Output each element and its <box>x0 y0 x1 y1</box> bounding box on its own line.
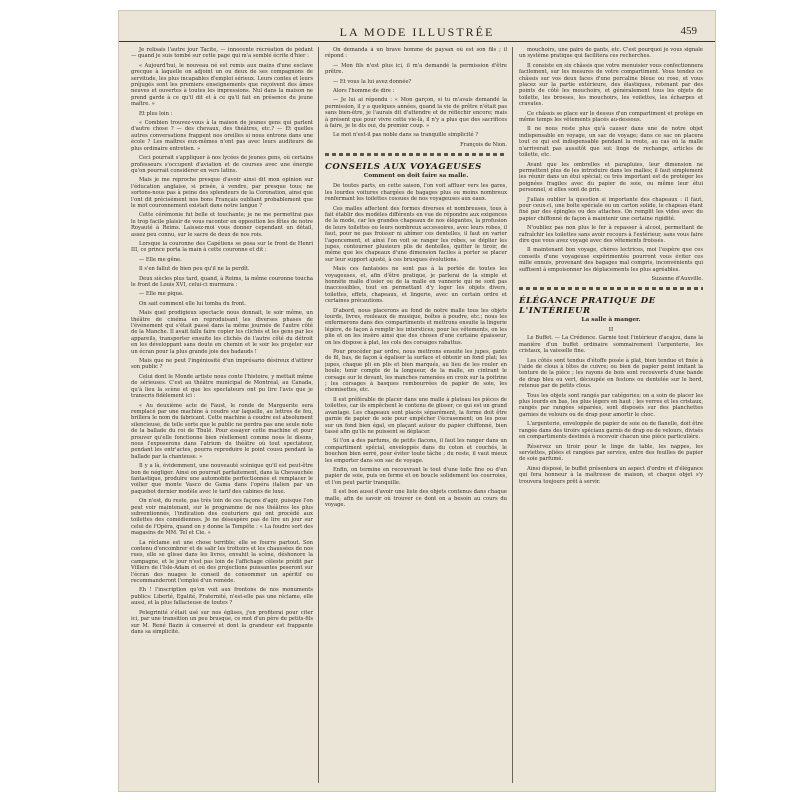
paragraph: Ainsi disposé, le buffet présentera un aspect d'ordre et d'élégance qui fera honneur à la maîtresse de maison, et chaque objet s'y trouvera toujours prêt à servir. <box>519 465 703 485</box>
signature: François de Nion. <box>460 141 507 148</box>
paragraph: De toutes parts, en cette saison, l'on voit affluer vers les gares, les lourdes voitures chargées de bagages plus ou moins nombreux renfermant les toilettes cossues de nos voyageuses aux eaux. <box>325 183 507 203</box>
paragraph: Pelegrinité s'était usé sur nos églises, j'en profiterai pour citer ici, par une transition un peu brusque, ce mot d'un père de petits-fils sur M. René Bazin à conservé et dont la grandeur est frappante dans sa simplicité. <box>131 609 313 635</box>
decorative-rule <box>325 153 507 156</box>
paragraph: Mais ces fantaisies ne sont pas à la portée de toutes les voyageuses, et, afin d'être pratique, je parlerai de la simple et honnête malle d'osier ou de la malle en vannerie qui ne sont pas inaccessibles, tout en permettant d'y loger les objets divers, toilettes, effets, chapeaux, et lingerie, avec un certain ordre et certaines précautions. <box>325 266 507 305</box>
paragraph: Lorsque la couronne des Capétiens se posa sur le front de Henri III, ce prince porta la main à cette couronne et dit : <box>131 240 313 254</box>
newspaper-page <box>118 10 716 792</box>
paragraph: « Combien trouvez-vous à la maison de jeunes gens qui parlent d'autre chose ? — des chevaux, des théâtres, etc.? — Et quelles autres conversations frappent nos oreilles si nous entrons dans une école ? Les maîtres eux-mêmes n'ont pas avec leurs auditeurs de plus ordinaire entretien. » <box>131 120 313 152</box>
paragraph: Enfin, on termine en recouvrant le tout d'une toile fine ou d'un papier de soie, puis on ferme et on boucle solidement les courroies, et l'on peut partir tranquille. <box>325 466 507 486</box>
paragraph: Cette cérémonie fut belle et touchante; je ne me permettrai pas le trop facile plaisir de vous raconter en opposition les fêtes de notre Royauté à Reims. Laissez-moi vous donner cependant un détail, assez peu connu, sur le sacre de deux de nos rois. <box>131 212 313 238</box>
paragraph: Si l'on a des parfums, de petits flacons, il faut les ranger dans un compartiment spécial, enveloppés dans du coton et couchés, le bouchon bien serré, pour éviter toute tâche ; du reste, il vaut mieux les emporter dans son sac de voyage. <box>325 438 507 464</box>
paragraph: Avant que les ombrelles et parapluies, leur dimension ne permettent plus de les introduire dans les malles; il faut simplement les réunir dans un étui spécial; ce très important est de protéger les poignées fragiles avec du papier de soie, ou même leur étui personnel, si elles sont de prix. <box>519 161 703 194</box>
section-title-voyageuses: CONSEILS AUX VOYAGEUSES <box>325 162 482 173</box>
paragraph: — Je lui ai répondu : « Mon garçon, si tu m'avais demandé la permission, il y a quelques années, quand la vie de prêtre n'était pas sans bien-être, je l'aurais dit d'attendre et de réfléchir encore; mais à présent que pour vivre cette vie-là, il n'y a plus que des sacrifices à faire, je te dis oui, du premier coup. » <box>325 97 507 130</box>
paragraph: « Aujourd'hui, le nouveau né est remis aux mains d'une esclave grecque à laquelle on adjoint un ou deux de ses compagnons de servitude, les plus incapables d'emploi sérieux. Leurs contes et leurs préjugés sont les premiers enseignements que reçoivent des âmes neuves et ouvertes à toutes les impressions. Nul dans la maison ne prend garde à ce qu'il dit et à ce qu'il fait en présence du jeune maître. » <box>131 62 313 108</box>
paragraph: Tous les objets sont rangés par catégories; on a soin de placer les plus lourds en bas, les plus légers en haut ; les verres et les cristaux, rangés par rangées séparées, sont disposés sur des planchettes garnies de velours ou de drap pour amortir le choc. <box>519 392 703 418</box>
column-1 <box>131 47 313 783</box>
page-number: 459 <box>680 25 697 37</box>
paragraph: Il ne nous reste plus qu'à causer dans une de notre objet indispensable en voyage, un sac de voyage; dans ce sac on placera tout ce qui est indispensable pendant la route, au cas où la malle n'arriverait pas aussitôt que soi: linge de rechange, articles de toilette, etc. <box>519 126 703 159</box>
paragraph: Les côtés sont tendus d'étoffe posée à plat, bien tendue et fixée à l'aide de clous à têtes de cuivre; ou bien de papier peint imitant la tenture de la pièce ; les rayons de bois sont recouverts d'une bande de drap bleu ou vert, découpée en festons ou dentelée sur le bord, retenue par de petits clous. <box>519 357 703 390</box>
paragraph: Il est bon aussi d'avoir une liste des objets contenus dans chaque malle, afin de savoir où trouver ce dont on a besoin au cours du voyage. <box>325 489 507 508</box>
paragraph: Je relisais l'autre jour Tacite, — innocente récréation de pédant — quand je suis tombé sur cette page qui m'a semblé écrite d'hier : <box>131 47 313 60</box>
paragraph: Il s'en fallut de bien peu qu'il ne la perdît. <box>139 266 250 273</box>
paragraph: J'allais oublier la question si importante des chapeaux : il faut, pour ceux-ci, une boîte spéciale ou un carton solide, le chapeau étant fixé par des épingles ou des attaches. On remplit les vides avec du papier chiffonné de façon à maintenir une certaine rigidité. <box>519 196 703 222</box>
paragraph: Eh ! l'inscription qu'on voit aux frontons de nos monuments publics: Liberté, Egalité, Fraternité, n'est-elle pas une réclame, elle aussi, et la plus fallacieuse de toutes ? <box>131 587 313 607</box>
page-header <box>119 11 715 42</box>
paragraph: Il maintenant bon voyage, chères lectrices, moi l'espère que ces conseils d'une voyageuse expérimentée pourront vous éviter ces mille ennuis, provenant des bagages mal compris, inconvénients qui suffisent à empoisonner les déplacements les plus agréables. <box>519 247 703 273</box>
paragraph: — Elle me pique. <box>139 291 184 298</box>
signature: Suzanne d'Auxville. <box>651 276 703 282</box>
paragraph: Celui dont le Monde artiste nous conte l'histoire, y mettait même de sérieuses. C'est au théâtre municipal de Montréal, au Canada, qu'à lieu la scène et que les spectateurs ont pu lire l'avis que je transcris fidèlement ici : <box>131 373 313 400</box>
paragraph: Ce châssis se place sur le dessus d'un compartiment et protège en même temps les vêtements placés au-dessous. <box>519 110 703 124</box>
column-rule <box>318 47 319 783</box>
paragraph: Mais que ne peut l'ingéniosité d'un imprésario désireux d'attirer son public ? <box>131 358 313 371</box>
paragraph: Le mot n'est-il pas noble dans sa tranquille simplicité ? <box>333 132 478 139</box>
paragraph: Ces malles affectent des formes diverses et nombreuses, tous à fait établir des modèles différents en vue de répondre aux exigences de la mode, car les grandes chapeaux de nos élégantes, la profusion de leurs toilettes ou leurs nombreux accessoires, avec leurs robes, il faut, pour ne pas froisser ni abîmer ces dentelles, il faut en varier l'agencement, et ainsi l'on voit se ranger les robes, se déplier les jupes, contourner plusieurs plis de dentelles, quitter le tiroir, de même que les chapeaux d'une dimension faciles à porter se placer sur leur support ajusté, à ces brusques évolutions. <box>325 205 507 263</box>
decorative-rule <box>519 287 703 290</box>
paragraph: — Et vous la lui avez donnée? <box>333 78 412 85</box>
paragraph: N'oubliez pas non plus le fer à repasser à alcool, permettant de rafraîchir les toilettes sans avoir recours à l'extérieur, sans vous faire dire que vous avez voyagé avec des vêtements froissés. <box>519 225 703 244</box>
paragraph: mouchoirs, une paire de gants, etc. C'est pourquoi je vous signale un système pratique qui facilitera ces recherches. <box>519 47 703 60</box>
paragraph: Alors l'homme de dire : <box>333 88 395 95</box>
paragraph: Mais quel prodigieux spectacle nous donnait, le soir même, un théâtre de cinéma en reproduisant les diverses phases de l'événement qui s'était passé dans la même journée de l'autre côté de la Manche. Il avait fallu faire copier les clichés et les gens par les appareils, transporter ensuite les clichés de l'autre côté du détroit en les développant sans doute en chemin et le soir les projeter sur un écran pour la plus grande joie des badauds ! <box>131 310 313 355</box>
paragraph: — Elle me gêne. <box>139 256 182 263</box>
paragraph: Ceci pourrait s'appliquer à nos lycées de jeunes gens, où certains professeurs s'occupent d'aviation et de courses avec une énergie qu'on pourrait considérer en vers latins. <box>131 155 313 174</box>
paragraph: Deux siècles plus tard, quand, à Reims, la même couronne toucha le front de Louis XVI, celui-ci murmura : <box>131 275 313 288</box>
paragraph: On sait comment elle lui tomba du front. <box>139 300 246 307</box>
paragraph: La réclame est une chose terrible; elle se fourre partout. Son contenu d'encombrer et de salir les trottoirs et les chaussées de nos rues, elle se glisse dans les livres, envahit la scène, déshonore la campagne, et le jour n'est pas loin de l'affichage céleste prédit par Villiers de l'Isle-Adam et où des projections puissantes peseront sur l'écran des nuages le conseil de consommer un apéritif ou recommanderont l'emploi d'un remède. <box>131 539 313 585</box>
paragraph: Réservez un tiroir pour le linge de table, les nappes, les serviettes, pliées et rangées par service, entre des feuilles de papier de soie parfumé. <box>519 443 703 463</box>
section-number: II <box>608 327 614 334</box>
paragraph: Il est préférable de placer dans une malle à plateau les pièces de toilettes, car ils empêchent le contenu de glisser, ce qui est un grand avantage. Les chapeaux sont placés séparément, la forme doit être garnie de papier de soie pour empêcher l'écrasement; on les pose sur un fond bien égal, en plaçant autour du papier chiffonné, bien tassé afin qu'ils ne puissent se déplacer. <box>325 396 507 435</box>
section-subtitle: La salle à manger. <box>581 317 641 324</box>
paragraph: L'argenterie, enveloppée de papier de soie ou de flanelle, doit être rangée dans des tiroirs spéciaux garnis de drap ou de velours, divisés en compartiments destinés à recevoir chacun une pièce particulière. <box>519 421 703 441</box>
column-rule <box>512 47 513 783</box>
section-subtitle: Comment on doit faire sa malle. <box>363 173 469 180</box>
paragraph: Et plus loin : <box>139 110 173 117</box>
masthead: LA MODE ILLUSTRÉE <box>339 25 495 39</box>
paragraph: On n'est, du reste, pas très loin de ces façons d'agir, puisque l'on peut voir maintenant, sur le programme de nos théâtres les plus subventionnés, l'indication des couturiers qui ont procédé aux toilettes des comédiennes. Je ne désespère pas de lire un jour sur celui de l'Opéra, quand on y donne la Tempête : « La foudre sort des magasins de MM. Tel et Cie. » <box>131 498 313 537</box>
paragraph: « Au deuxième acte de Faust, le ronde de Marguerite sera remplacé par une machine à coudre sur laquelle, au lettres de feu, brillera le nom du fabricant. Cette machine à coudre est absolument silencieuse, de telle sorte que le public ne perdra pas une seule note de la ballade du roi de Thulé. Pour essayer cette machine et pour prouver qu'elle fonctionne bien réellement comme nous le disons, nous l'exposerons dans l'atrium du théâtre où tout spectateur, pendant les entr'actes, pourra reproduire le point cousu pendant la ballade par la chanteuse. » <box>131 402 313 460</box>
paragraph: Pour procéder par ordre, nous mettrons ensuite les jupes, gants de fil, bas, de façon à égaliser la surface et obtenir un fond plat; les jupes, chaque pli en plis et bien marqués, au lieu de les rouler en boule; tenir compte de la longueur, de la malle, en cintrant le corsage sur le devant, les manches ramenées en croix sur la poitrine ; les corsages à basques rembourrées de papier de soie, les chemisettes, etc. <box>325 349 507 394</box>
paragraph: Mais je me reproche presque d'avoir ainsi dit mon opinion sur l'éducation anglaise, si prisée, à vendre, par presque tous; ne sortons-nous pas à peine des splendeurs de la Coronation, ainsi que l'ont dit précisément nos bons Français oubliant probablement que le mot couronnement existait dans notre langue ? <box>131 177 313 209</box>
paragraph: Il y a là, évidemment, une nouveauté scénique qu'il est peut-être bon de négliger. Ainsi on pourrait parfaitement, dans la Chevauchée fantastique, produire une automobile perfectionnée et remplacer le voilier que monte Vasco de Gama dans l'opéra italien par un paquebot dernier modèle avec le tarif des cabines de luxe. <box>131 463 313 495</box>
column-3 <box>519 47 703 783</box>
section-title-interieur: ÉLÉGANCE PRATIQUE DE L'INTÉRIEUR <box>519 296 656 317</box>
paragraph: Il consiste en six châssis que votre menuisier vous confectionnera facilement, sur les mesures de votre compartiment. Vous tendez ce châssis sur vos deux faces d'une percaline bleue ou rose, et vous placez sur la partie extérieure, des élastiques, retenant par des points de côté les mouchoirs, et généralement tous les objets de toilette, les brosses, les mouchoirs, les voilettes, les écharpes et cravates. <box>519 62 703 108</box>
paragraph: On demanda à un brave homme de paysan où est son fils ; il répond : <box>325 47 507 60</box>
column-2 <box>325 47 507 783</box>
paragraph: — Mon fils n'est plus ici, il m'a demandé la permission d'être prêtre. <box>325 62 507 76</box>
paragraph: D'abord, nous placerons au fond de notre malle tous les objets lourds, livres, rouleaux de musique, boîtes à poudre, etc.; nous les enfermerons dans des compartiments et mettrons ensuite la lingerie légère, de façon à remplir les interstices; pour les vêtements, on les plie et on les insère ainsi que des choses d'une certaine épaisseur, on les dispose à plat, les cols des corsages rabattus. <box>325 307 507 346</box>
paragraph: Le Buffet. — La Crédence. Garnie tout l'intérieur d'acajou, dans la manière d'un buffet ordinaire sommairement l'argenterie, les cristaux, la vaisselle fine. <box>519 335 703 355</box>
